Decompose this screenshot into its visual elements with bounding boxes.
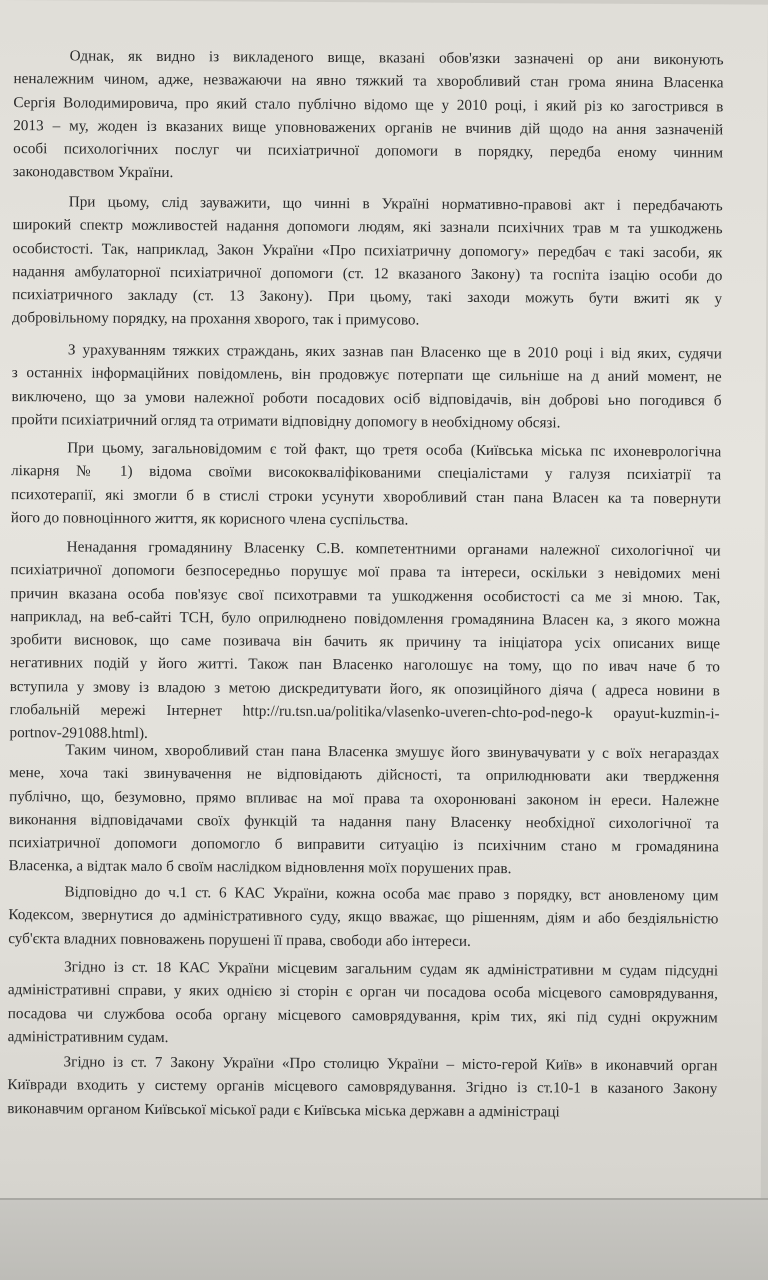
text-line: лікарня № 1) відома своїми висококваліфікованими спеціалістами у галузя психіатрії та bbox=[11, 462, 722, 484]
text-line: неналежним чином, адже, незважаючи на явно тяжкий та хворобливий стан грома янина Власенка bbox=[13, 70, 724, 92]
text-line: Згідно із ст. 7 Закону України «Про столицю України – місто-герой Київ» в иконавчий орган bbox=[63, 1053, 718, 1075]
text-line: виконання відповідачами своїх функцій та надання пану Власенку необхідної сихологічної та bbox=[8, 810, 720, 833]
text-line: добровільному порядку, на прохання хворого, так і примусово. bbox=[12, 309, 420, 330]
text-line: мене, хоча такі звинувачення не відповідають дійсності, та оприлюднювати аки твердження bbox=[9, 764, 720, 786]
paragraph-5 bbox=[9, 535, 720, 749]
paragraph-3 bbox=[11, 338, 722, 436]
text-line: Сергія Володимировича, про який стало публічно відомо ще у 2010 році, і який різ ко загострився в bbox=[13, 93, 724, 116]
text-line: Таким чином, хворобливий стан пана Власенка змушує його звинувачувати у с воїх негараздах bbox=[65, 741, 720, 763]
text-line: широкий спектр можливостей надання допомоги людям, які зазнали психічних трав м та ушкоджень bbox=[12, 216, 723, 238]
text-line: надання амбулаторної психіатричної допомоги (ст. 12 вказаного Закону) та госпіта ізацію особи до bbox=[12, 262, 723, 285]
text-line: особистості. Так, наприклад, Закон України «Про психіатричну допомогу» передбач є такі засоби, як bbox=[12, 239, 723, 262]
text-line: психіатричної допомоги безпосередньо порушує мої права та інтереси, оскільки з невідомих мені bbox=[10, 561, 721, 583]
text-line: наприклад, на веб-сайті ТСН, було оприлюднено повідомлення громадянина Власен ка, з якого можна bbox=[10, 607, 721, 630]
text-line: негативних подій у його житті. Також пан Власенко наголошує на тому, що по ивач наче б то bbox=[9, 654, 720, 676]
text-line: суб'єкта владних повноважень порушені її права, свободи або інтереси. bbox=[8, 929, 471, 950]
text-line: посадова чи службова особа органу місцевого самоврядування, крім тих, які під судні окружним bbox=[7, 1004, 718, 1026]
text-line: причин вказана особа пов'язує свої психотравми та ушкодження особистості са ме зі мною. Так, bbox=[10, 584, 721, 607]
text-line: Однак, як видно із викладеного вище, вказані обов'язки зазначені ор ани виконують bbox=[69, 47, 724, 69]
text-line: законодавством України. bbox=[12, 163, 174, 182]
paragraph-8 bbox=[8, 955, 719, 1053]
text-line: психіатричної допомоги допомогло б виправити ситуацію із психічним стано м громадянина bbox=[8, 834, 719, 856]
paragraph-2 bbox=[12, 190, 723, 334]
paragraph-7 bbox=[8, 880, 718, 954]
text-line: виконавчим органом Київської міської ради є Київська міська державн а адміністраці bbox=[7, 1099, 560, 1121]
text-line: Відповідно до ч.1 ст. 6 КАС України, кожна особа має право з порядку, вст ановленому цим bbox=[64, 883, 719, 905]
text-line: portnov-291088.html). bbox=[9, 724, 148, 743]
text-line: глобальній мережі Інтернет http://ru.tsn.ua/politika/vlasenko-uveren-chto-pod-nego-k opayut-kuzmin-i- bbox=[9, 701, 720, 723]
text-line: адміністративні справи, у яких однією зі сторін є орган чи посадова особа місцевого самоврядування, bbox=[7, 981, 718, 1003]
text-line: Ненадання громадянину Власенку С.В. компетентними органами належної сихологічної чи bbox=[66, 538, 721, 560]
text-line: психотерапії, які змогли б в стислі строки усунути хворобливий стан пана Власен ка та повернути bbox=[10, 485, 722, 508]
text-line: його до повноцінного життя, як корисного члена суспільства. bbox=[10, 508, 409, 529]
text-line: Кодексом, звернутися до адміністративного суду, якщо вважає, що рішенням, діям и або бездіяльністю bbox=[8, 906, 719, 928]
text-line: публічно, що, безумовно, прямо впливає на мої права та охоронювані законом ін ереси. Належне bbox=[9, 787, 720, 810]
text-line: При цьому, слід зауважити, що чинні в Україні нормативно-правові акт і передбачають bbox=[68, 193, 723, 215]
paragraph-4 bbox=[11, 436, 722, 534]
text-line: 2013 – му, жоден із вказаних вище уповноважених органів не вчинив дій щодо на ання зазначеній bbox=[13, 116, 724, 139]
text-line: з останніх інформаційних повідомлень, він продовжує потерпати ще сильніше на д аний момент, не bbox=[11, 364, 722, 386]
background-surface bbox=[0, 1200, 768, 1280]
text-line: Згідно із ст. 18 КАС України місцевим загальним судам як адміністративни м судам підсудні bbox=[64, 958, 719, 980]
paragraph-6 bbox=[9, 738, 720, 882]
text-line: З урахуванням тяжких страждань, яких зазнав пан Власенко ще в 2010 році і від яких, судячи bbox=[67, 341, 722, 363]
text-line: вступила у змову із владою з метою дискредитувати його, як опозиційного діяча ( адреса новини в bbox=[9, 677, 720, 700]
text-line: виключено, що за умови належної роботи посадових осіб відповідачів, він доброві ьно погодився б bbox=[11, 387, 722, 410]
text-line: пройти психіатричний огляд та отримати відповідну допомогу в необхідному обсязі. bbox=[11, 410, 561, 432]
text-line: Київради входить у систему органів місцевого самоврядування. Згідно із ст.10-1 в казаного Закону bbox=[7, 1076, 718, 1098]
text-line: адміністративним судам. bbox=[7, 1027, 169, 1046]
paragraph-1 bbox=[13, 44, 724, 188]
paragraph-9 bbox=[7, 1050, 717, 1124]
text-line: При цьому, загальновідомим є той факт, що третя особа (Київська міська пс ихоневрологічна bbox=[67, 439, 722, 461]
text-line: зробити висновок, що саме позивача він бачить як причину та ініціатора усіх описаних вище bbox=[10, 631, 721, 653]
text-line: особі психологічних послуг чи психіатричної допомоги в порядку, передба еному чинним bbox=[13, 140, 724, 162]
text-line: Власенка, а відтак мало б своїм наслідком відновлення моїх порушених прав. bbox=[8, 857, 512, 878]
text-line: психіатричного закладу (ст. 13 Закону). При цьому, такі заходи можуть бути вжиті як у bbox=[12, 286, 723, 308]
